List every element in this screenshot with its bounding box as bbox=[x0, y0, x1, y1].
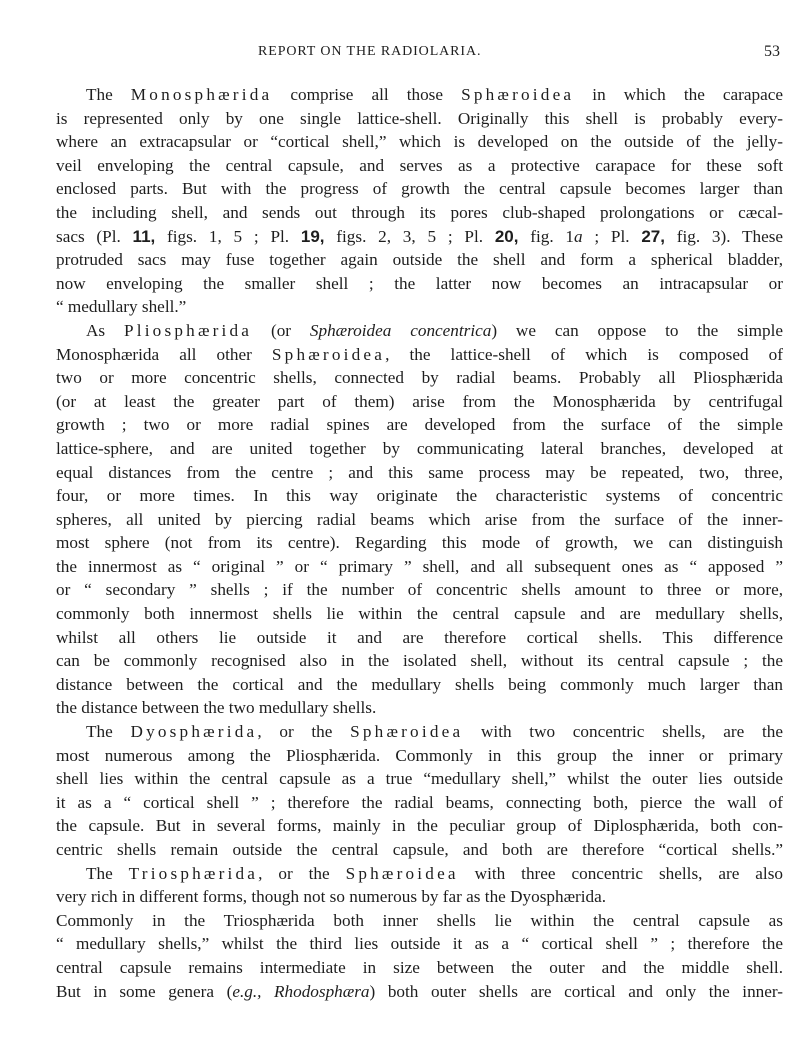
text-line bbox=[56, 201, 783, 225]
text-span: is represented only by one single lattice-shell. Originally this shell is probably every- bbox=[56, 108, 783, 128]
italic-text: e.g., bbox=[232, 981, 262, 1001]
running-head-title: REPORT ON THE RADIOLARIA. bbox=[258, 44, 482, 59]
italic-text: Rhodosphæra bbox=[274, 981, 370, 1001]
spaced-term: Sphæroidea bbox=[461, 85, 575, 104]
text-line bbox=[56, 225, 783, 249]
text-span: spheres, all united by piercing radial beams which arise from the surface of the inner- bbox=[56, 509, 783, 529]
text-span: fig. 3). These bbox=[664, 226, 784, 246]
text-span: (or bbox=[252, 320, 310, 340]
text-span: now enveloping the smaller shell ; the latter now becomes an intracapsular or bbox=[56, 273, 783, 293]
spaced-term: Sphæroidea bbox=[271, 344, 386, 364]
spaced-term: Dyosphærida bbox=[130, 722, 258, 742]
text-line bbox=[56, 437, 783, 461]
text-span: comprise all those bbox=[272, 85, 462, 104]
text-span: in which the carapace bbox=[574, 85, 783, 104]
text-line bbox=[56, 932, 783, 956]
text-span: with three concentric shells, are also bbox=[458, 863, 783, 883]
text-span: commonly both innermost shells lie within the central capsule and are medullary shells, bbox=[56, 604, 783, 624]
text-line bbox=[56, 83, 783, 107]
text-line bbox=[56, 767, 783, 791]
text-line bbox=[56, 578, 783, 602]
text-span bbox=[261, 982, 274, 1001]
spaced-term: Sphæroidea bbox=[350, 722, 464, 742]
text-span: But in some genera ( bbox=[56, 981, 233, 1001]
text-span: , the lattice-shell of which is composed of bbox=[385, 344, 783, 364]
text-span: fig. 1 bbox=[518, 226, 574, 246]
text-line bbox=[56, 555, 783, 579]
text-line bbox=[56, 649, 783, 673]
text-line bbox=[56, 508, 783, 532]
text-span: Monosphærida all other bbox=[56, 344, 272, 364]
text-span: it as a “ cortical shell ” ; therefore the radial beams, connecting both, pierce the wall of bbox=[56, 792, 783, 812]
paragraph bbox=[56, 83, 783, 319]
text-span: with two concentric shells, are the bbox=[463, 722, 783, 742]
text-line bbox=[56, 909, 783, 933]
text-span: The bbox=[86, 863, 129, 883]
text-span: veil enveloping the central capsule, and serves as a protective carapace for these soft bbox=[56, 155, 783, 175]
text-span: equal distances from the centre ; and this same process may be repeated, two, three, bbox=[56, 462, 783, 482]
text-line bbox=[56, 744, 783, 768]
text-span: most sphere (not from its centre). Regarding this mode of growth, we can distinguish bbox=[56, 533, 783, 553]
text-line bbox=[56, 980, 783, 1004]
plate-number: 27, bbox=[641, 226, 665, 246]
plate-number: 11, bbox=[132, 226, 156, 246]
text-line bbox=[56, 626, 783, 650]
text-span: the capsule. But in several forms, mainly in the peculiar group of Diplosphærida, both con- bbox=[56, 816, 783, 836]
text-span: can be commonly recognised also in the isolated shell, without its central capsule ; the bbox=[56, 651, 783, 671]
text-span: ) both outer shells are cortical and only the inner- bbox=[369, 981, 783, 1001]
text-span: central capsule remains intermediate in size between the outer and the middle shell. bbox=[56, 957, 783, 977]
body-text bbox=[56, 83, 783, 1003]
text-span: enclosed parts. But with the progress of growth the central capsule becomes larger than bbox=[56, 179, 783, 199]
text-span: , or the bbox=[257, 722, 351, 742]
spaced-term: Sphæroidea bbox=[345, 863, 459, 883]
text-span: two or more concentric shells, connected by radial beams. Probably all Pliosphærida bbox=[56, 368, 783, 388]
text-span: or “ secondary ” shells ; if the number of concentric shells amount to three or more, bbox=[56, 580, 783, 600]
spaced-term: Pliosphærida bbox=[123, 320, 253, 340]
running-head bbox=[0, 44, 800, 64]
text-line bbox=[56, 602, 783, 626]
text-line bbox=[56, 956, 783, 980]
text-span: four, or more times. In this way originate the characteristic systems of concentric bbox=[56, 486, 783, 506]
text-span: the distance between the two medullary shells. bbox=[56, 698, 377, 718]
text-line bbox=[56, 177, 783, 201]
spaced-term: Monosphærida bbox=[130, 85, 273, 104]
text-line bbox=[56, 862, 783, 886]
text-span: , or the bbox=[258, 863, 346, 883]
text-line bbox=[56, 696, 783, 720]
text-span: whilst all others lie outside it and are therefore cortical shells. This difference bbox=[56, 627, 783, 647]
spaced-term: Triosphærida bbox=[128, 863, 259, 883]
text-line bbox=[56, 295, 783, 319]
paragraph bbox=[56, 862, 783, 1004]
text-line bbox=[56, 838, 783, 862]
text-span: the innermost as “ original ” or “ primary ” shell, and all subsequent ones as “ apposed ” bbox=[56, 556, 783, 576]
plate-number: 19, bbox=[300, 226, 325, 246]
text-span: centric shells remain outside the central capsule, and both are therefore “cortical shells.” bbox=[56, 840, 783, 859]
paragraph bbox=[56, 319, 783, 720]
text-span: “ medullary shell.” bbox=[56, 297, 187, 317]
text-span: figs. 2, 3, 5 ; Pl. bbox=[324, 226, 495, 246]
text-line bbox=[56, 107, 783, 131]
text-span: the including shell, and sends out through its pores club-shaped prolongations or cæcal- bbox=[56, 202, 783, 222]
text-line bbox=[56, 531, 783, 555]
text-line bbox=[56, 154, 783, 178]
text-span: “ medullary shells,” whilst the third lies outside it as a “ cortical shell ” ; therefore the bbox=[56, 934, 783, 954]
italic-text: a bbox=[574, 226, 583, 246]
text-span: very rich in different forms, though not so numerous by far as the Dyosphærida. bbox=[56, 887, 607, 907]
text-span: lattice-sphere, and are united together by communicating lateral branches, developed at bbox=[56, 438, 783, 458]
text-span: shell lies within the central capsule as a true “medullary shell,” whilst the outer lies outside bbox=[56, 769, 783, 789]
text-line bbox=[56, 366, 783, 390]
text-line bbox=[56, 248, 783, 272]
text-line bbox=[56, 461, 783, 485]
text-span: ; Pl. bbox=[582, 226, 642, 246]
text-span: Commonly in the Triosphærida both inner shells lie within the central capsule as bbox=[56, 910, 783, 930]
text-span: As bbox=[86, 320, 124, 340]
text-span: The bbox=[86, 722, 131, 742]
text-line bbox=[56, 343, 783, 367]
text-line bbox=[56, 319, 783, 343]
text-span: sacs (Pl. bbox=[56, 226, 133, 246]
text-span: growth ; two or more radial spines are developed from the surface of the simple bbox=[56, 415, 783, 435]
text-span: most numerous among the Pliosphærida. Commonly in this group the inner or primary bbox=[56, 745, 783, 765]
text-line bbox=[56, 272, 783, 296]
text-span: figs. 1, 5 ; Pl. bbox=[155, 226, 301, 246]
text-span: (or at least the greater part of them) arise from the Monosphærida by centrifugal bbox=[56, 391, 783, 411]
text-line bbox=[56, 673, 783, 697]
text-line bbox=[56, 885, 783, 909]
text-span: distance between the cortical and the medullary shells being commonly much larger than bbox=[56, 674, 783, 694]
text-span: where an extracapsular or “cortical shell,” which is developed on the outside of the jelly- bbox=[56, 132, 783, 152]
text-line bbox=[56, 413, 783, 437]
text-line bbox=[56, 720, 783, 744]
paragraph bbox=[56, 720, 783, 862]
text-span: ) we can oppose to the simple bbox=[491, 320, 783, 340]
text-span: protruded sacs may fuse together again outside the shell and form a spherical bladder, bbox=[56, 250, 783, 270]
page-number: 53 bbox=[764, 43, 780, 60]
text-line bbox=[56, 390, 783, 414]
text-line bbox=[56, 130, 783, 154]
text-line bbox=[56, 791, 783, 815]
plate-number: 20, bbox=[494, 226, 519, 246]
italic-text: Sphæroidea concentrica bbox=[309, 320, 492, 340]
text-line bbox=[56, 814, 783, 838]
text-span: The bbox=[86, 85, 131, 104]
text-line bbox=[56, 484, 783, 508]
